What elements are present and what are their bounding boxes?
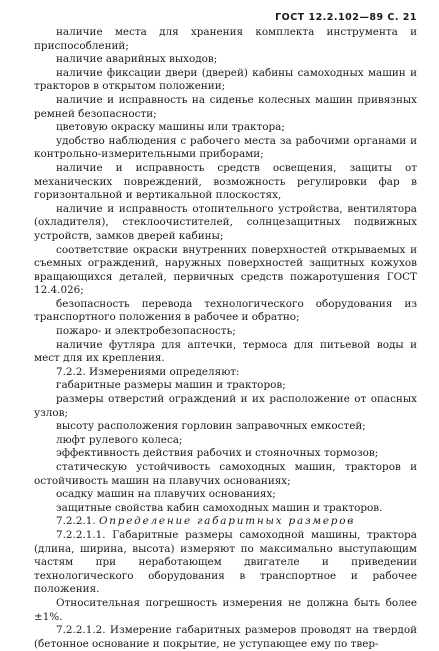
paragraph: размеры отверстий ограждений и их расположение от опасных узлов; [34, 393, 417, 419]
paragraph: цветовую окраску машины или трактора; [56, 121, 285, 134]
section-heading [34, 515, 417, 529]
paragraph: пожаро- и электробезопасность; [56, 325, 236, 338]
paragraph: 7.2.2.1.2. Измерение габаритных размеров проводят на твердой (бетонное основание и покрытие, не уступающее ему по твер- [34, 624, 417, 650]
paragraph: наличие фиксации двери (дверей) кабины самоходных машин и тракторов в открытом положении; [34, 66, 417, 93]
paragraph: габаритные размеры машин и тракторов; [56, 379, 286, 392]
paragraph: статическую устойчивость самоходных машин, тракторов и остойчивость машин на плавучих основаниях; [34, 461, 417, 487]
paragraph: наличие и исправность отопительного устройства, вентилятора (охладителя), стеклоочистителей, солнцезащитных подвижных устройств, замков дверей кабины; [34, 202, 417, 242]
section-number: 7.2.2.1. [56, 515, 96, 528]
paragraph: высоту расположения горловин заправочных емкостей; [56, 420, 366, 433]
paragraph: наличие и исправность на сиденье колесных машин привязных ремней безопасности; [34, 93, 417, 120]
paragraph: осадку машин на плавучих основаниях; [56, 488, 276, 501]
page-header [34, 12, 417, 23]
section-title: Определение габаритных размеров [98, 515, 356, 528]
paragraph: люфт рулевого колеса; [56, 433, 183, 446]
paragraph: Относительная погрешность измерения не должна быть более ±1%. [34, 596, 417, 623]
page-number: С. 21 [387, 12, 417, 23]
paragraph-list-continued [34, 529, 417, 651]
paragraph: наличие футляра для аптечки, термоса для питьевой воды и мест для их крепления. [34, 338, 417, 365]
paragraph: безопасность перевода технологического оборудования из транспортного положения в рабочее и обратно; [34, 297, 417, 324]
paragraph: наличие и исправность средств освещения, защиты от механических повреждений, возможность регулировки фар в горизонтальной и вертикальной плоскостях, [34, 161, 417, 202]
document-body [34, 26, 417, 651]
paragraph: наличие аварийных выходов; [56, 53, 218, 66]
paragraph: наличие места для хранения комплекта инструмента и приспособлений; [34, 26, 417, 52]
paragraph: защитные свойства кабин самоходных машин и тракторов. [56, 501, 383, 514]
paragraph: 7.2.2.1.1. Габаритные размеры самоходной машины, трактора (длина, ширина, высота) измеряют по максимально выступающим частям при неработающем двигателе и приведении технологического оборудования в транспортное и рабочее положения. [34, 528, 417, 596]
paragraph: соответствие окраски внутренних поверхностей открываемых и съемных ограждений, наружных поверхностей защитных кожухов вращающихся деталей, первичных средств пожаротушения ГОСТ 12.4.026; [34, 243, 417, 297]
standard-number: ГОСТ 12.2.102—89 [275, 12, 384, 23]
paragraph: эффективность действия рабочих и стояночных тормозов; [56, 447, 379, 460]
paragraph: 7.2.2. Измерениями определяют: [56, 365, 240, 378]
paragraph-list [34, 26, 417, 515]
paragraph: удобство наблюдения с рабочего места за рабочими органами и контрольно-измерительными приборами; [34, 134, 417, 161]
